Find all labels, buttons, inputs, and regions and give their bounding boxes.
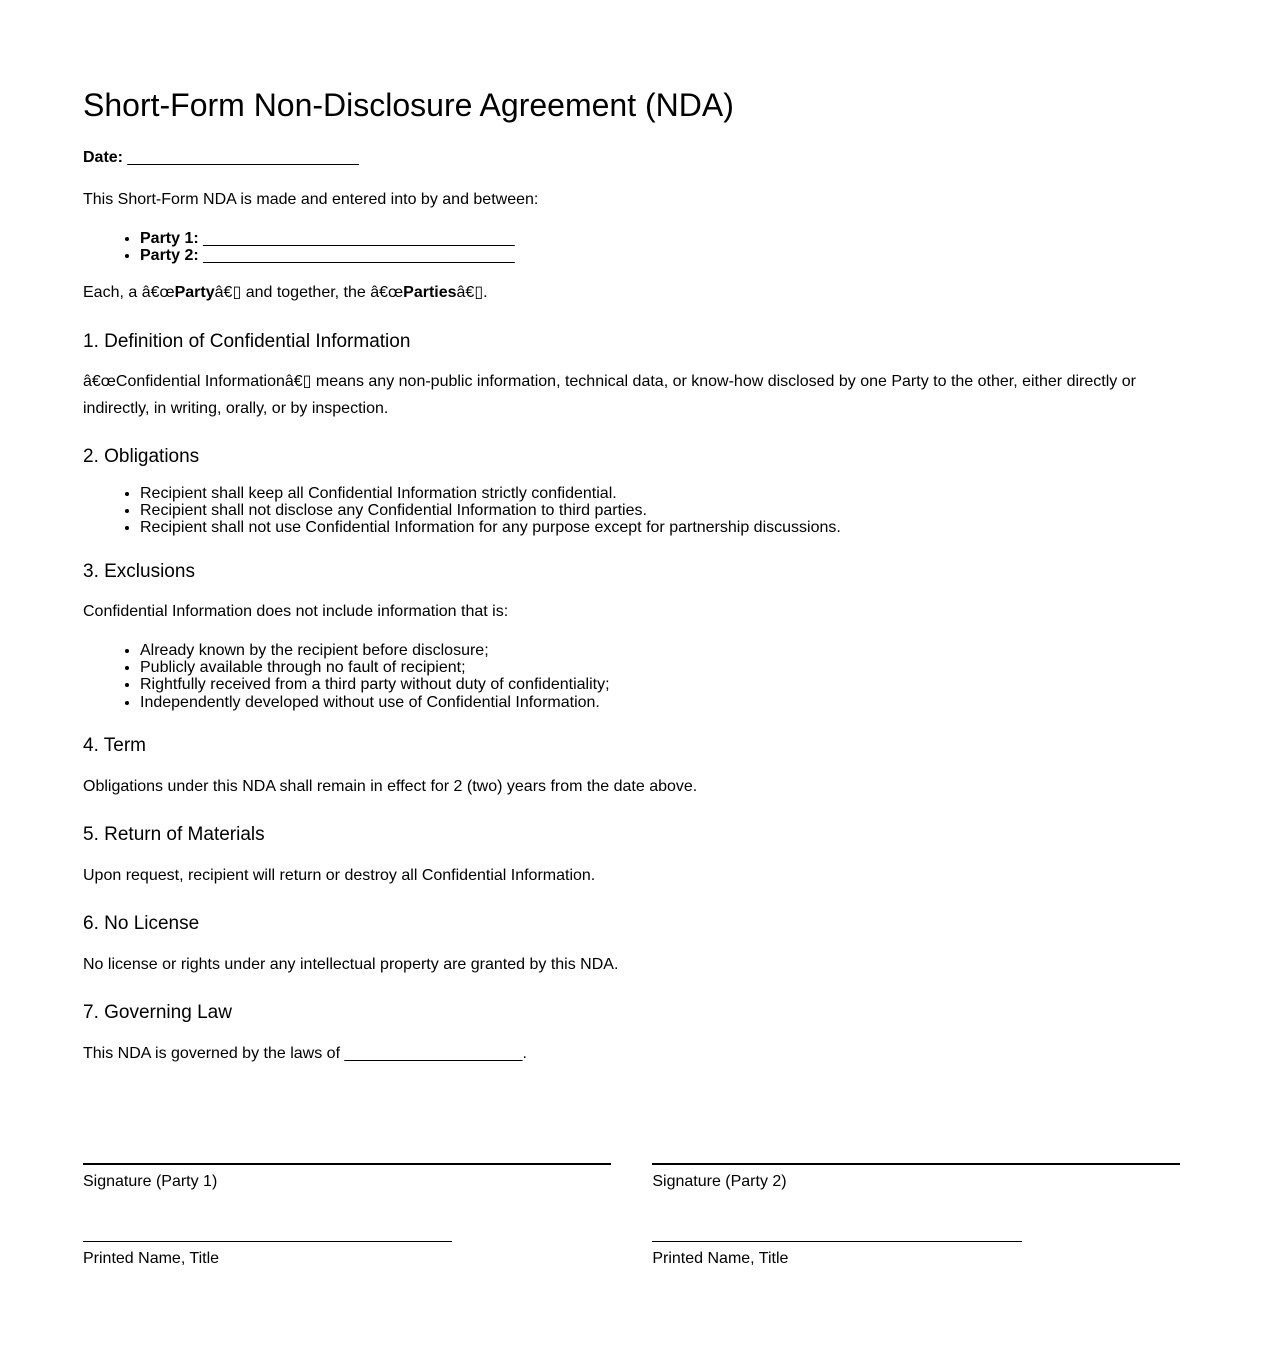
signature-column-party1	[83, 1163, 611, 1273]
parties-term-bold: Parties	[403, 284, 457, 302]
exclusion-item: • Publicly available through no fault of recipient;	[140, 659, 1180, 676]
date-blank-field: __________________________	[127, 148, 359, 166]
party-1-blank-field: ___________________________________	[203, 229, 515, 247]
obligation-item: • Recipient shall not use Confidential Information for any purpose except for partnership discussions.	[140, 519, 1180, 536]
printed-name-line-party2	[652, 1241, 1021, 1242]
party-definition-sentence	[83, 280, 1180, 306]
date-label: Date:	[83, 148, 124, 166]
signature-label-party1: Signature (Party 1)	[83, 1172, 218, 1190]
exclusion-item: • Rightfully received from a third party without duty of confidentiality;	[140, 676, 1180, 693]
party-2-label: Party 2:	[140, 246, 199, 264]
party-term-bold: Party	[174, 284, 215, 302]
section-heading-governing-law: 7. Governing Law	[83, 1002, 232, 1024]
governing-law-post: .	[522, 1045, 527, 1063]
section-heading-term: 4. Term	[83, 734, 147, 756]
party-sentence-mid: â€▯ and together, the â€œ	[214, 284, 404, 302]
exclusion-item: • Independently developed without use of Confidential Information.	[140, 694, 1180, 711]
governing-law-pre: This NDA is governed by the laws of	[83, 1045, 341, 1063]
party-sentence-pre: Each, a â€œ	[83, 284, 175, 302]
party-2-blank-field: ___________________________________	[203, 246, 515, 264]
exclusion-item: • Already known by the recipient before disclosure;	[140, 642, 1180, 659]
term-paragraph: Obligations under this NDA shall remain in effect for 2 (two) years from the date above.	[83, 777, 698, 795]
definition-paragraph: â€œConfidential Informationâ€▯ means any non-public information, technical data, or know-how disclosed by one Party to the other, either directly or indirectly, in writing, orally, or by inspection.	[83, 373, 1136, 417]
no-license-paragraph: No license or rights under any intellectual property are granted by this NDA.	[83, 956, 619, 974]
page-title: Short-Form Non-Disclosure Agreement (NDA)	[83, 87, 734, 123]
obligation-item: • Recipient shall not disclose any Confidential Information to third parties.	[140, 502, 1180, 519]
section-heading-obligations: 2. Obligations	[83, 446, 200, 468]
printed-name-label-party2: Printed Name, Title	[652, 1250, 789, 1268]
signature-line-party2	[652, 1163, 1180, 1165]
obligation-item: • Recipient shall keep all Confidential Information strictly confidential.	[140, 485, 1180, 502]
party-list	[83, 230, 1180, 265]
party-sentence-post: â€▯.	[456, 284, 488, 302]
section-heading-no-license: 6. No License	[83, 913, 200, 935]
section-heading-return-of-materials: 5. Return of Materials	[83, 824, 265, 846]
printed-name-line-party1	[83, 1241, 452, 1242]
section-heading-exclusions: 3. Exclusions	[83, 560, 195, 582]
date-line	[83, 145, 1180, 171]
signature-column-party2	[652, 1163, 1180, 1273]
party-item-2	[140, 247, 1180, 264]
party-1-label: Party 1:	[140, 229, 199, 247]
intro-paragraph: This Short-Form NDA is made and entered into by and between:	[83, 191, 539, 209]
exclusions-list	[83, 642, 1180, 711]
signature-block	[83, 1163, 1180, 1273]
return-of-materials-paragraph: Upon request, recipient will return or destroy all Confidential Information.	[83, 866, 596, 884]
obligations-list	[83, 485, 1180, 537]
signature-line-party1	[83, 1163, 611, 1165]
printed-name-label-party1: Printed Name, Title	[83, 1250, 220, 1268]
exclusions-intro: Confidential Information does not include information that is:	[83, 603, 509, 621]
governing-law-blank-field: ____________________	[344, 1045, 523, 1063]
section-heading-definition: 1. Definition of Confidential Information	[83, 330, 411, 352]
signature-label-party2: Signature (Party 2)	[652, 1172, 787, 1190]
party-item-1	[140, 230, 1180, 247]
governing-law-paragraph	[83, 1041, 1180, 1067]
